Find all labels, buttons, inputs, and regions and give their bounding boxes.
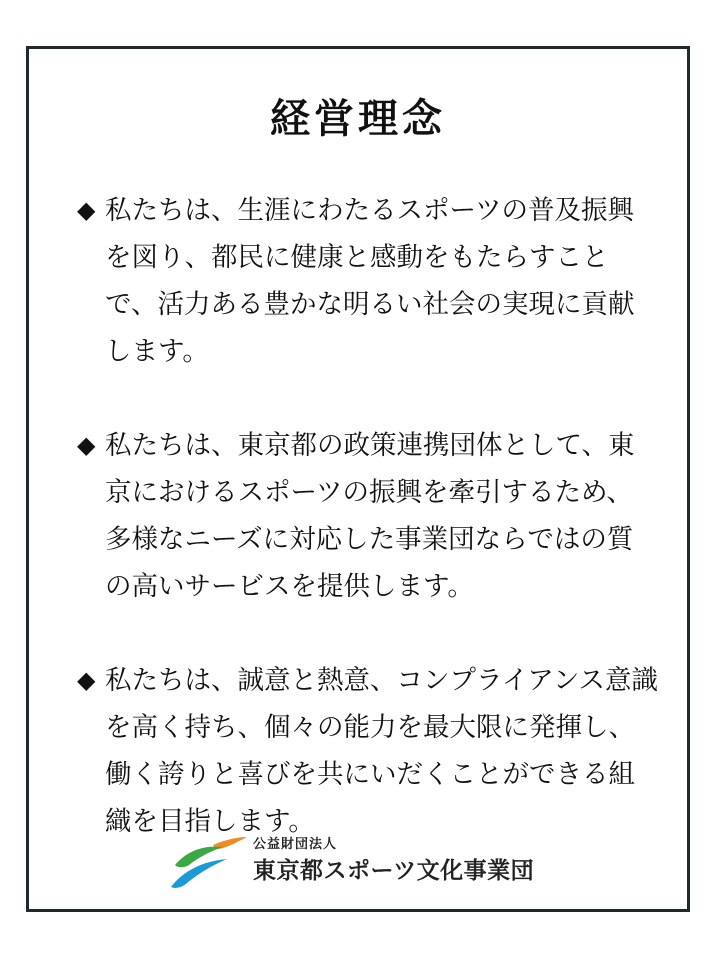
principles-list — [79, 187, 659, 892]
principle-item-1 — [79, 187, 659, 375]
principle-text: 私たちは、生涯にわたるスポーツの普及振興を図り、都民に健康と感動をもたらすことで、活力ある豊かな明るい社会の実現に貢献します。 — [105, 195, 635, 367]
organization-name: 東京都スポーツ文化事業団 — [253, 858, 535, 884]
diamond-bullet-icon: ◆ — [77, 196, 96, 224]
principle-text: 私たちは、誠意と熱意、コンプライアンス意識を高く持ち、個々の能力を最大限に発揮し、働く誇りと喜びを共にいだくことができる組織を目指します。 — [105, 665, 659, 837]
organization-type: 公益財団法人 — [253, 837, 338, 852]
diamond-bullet-icon: ◆ — [77, 666, 96, 694]
content-frame — [26, 46, 690, 912]
organization-logo — [169, 829, 549, 893]
principle-item-3 — [79, 657, 659, 845]
page-title: 経営理念 — [270, 96, 446, 142]
swoosh-logo-icon — [169, 835, 249, 889]
diamond-bullet-icon: ◆ — [77, 431, 96, 459]
principle-item-2 — [79, 422, 659, 610]
principle-text: 私たちは、東京都の政策連携団体として、東京におけるスポーツの振興を牽引するため、多様なニーズに対応した事業団ならではの質の高いサービスを提供します。 — [105, 430, 635, 602]
